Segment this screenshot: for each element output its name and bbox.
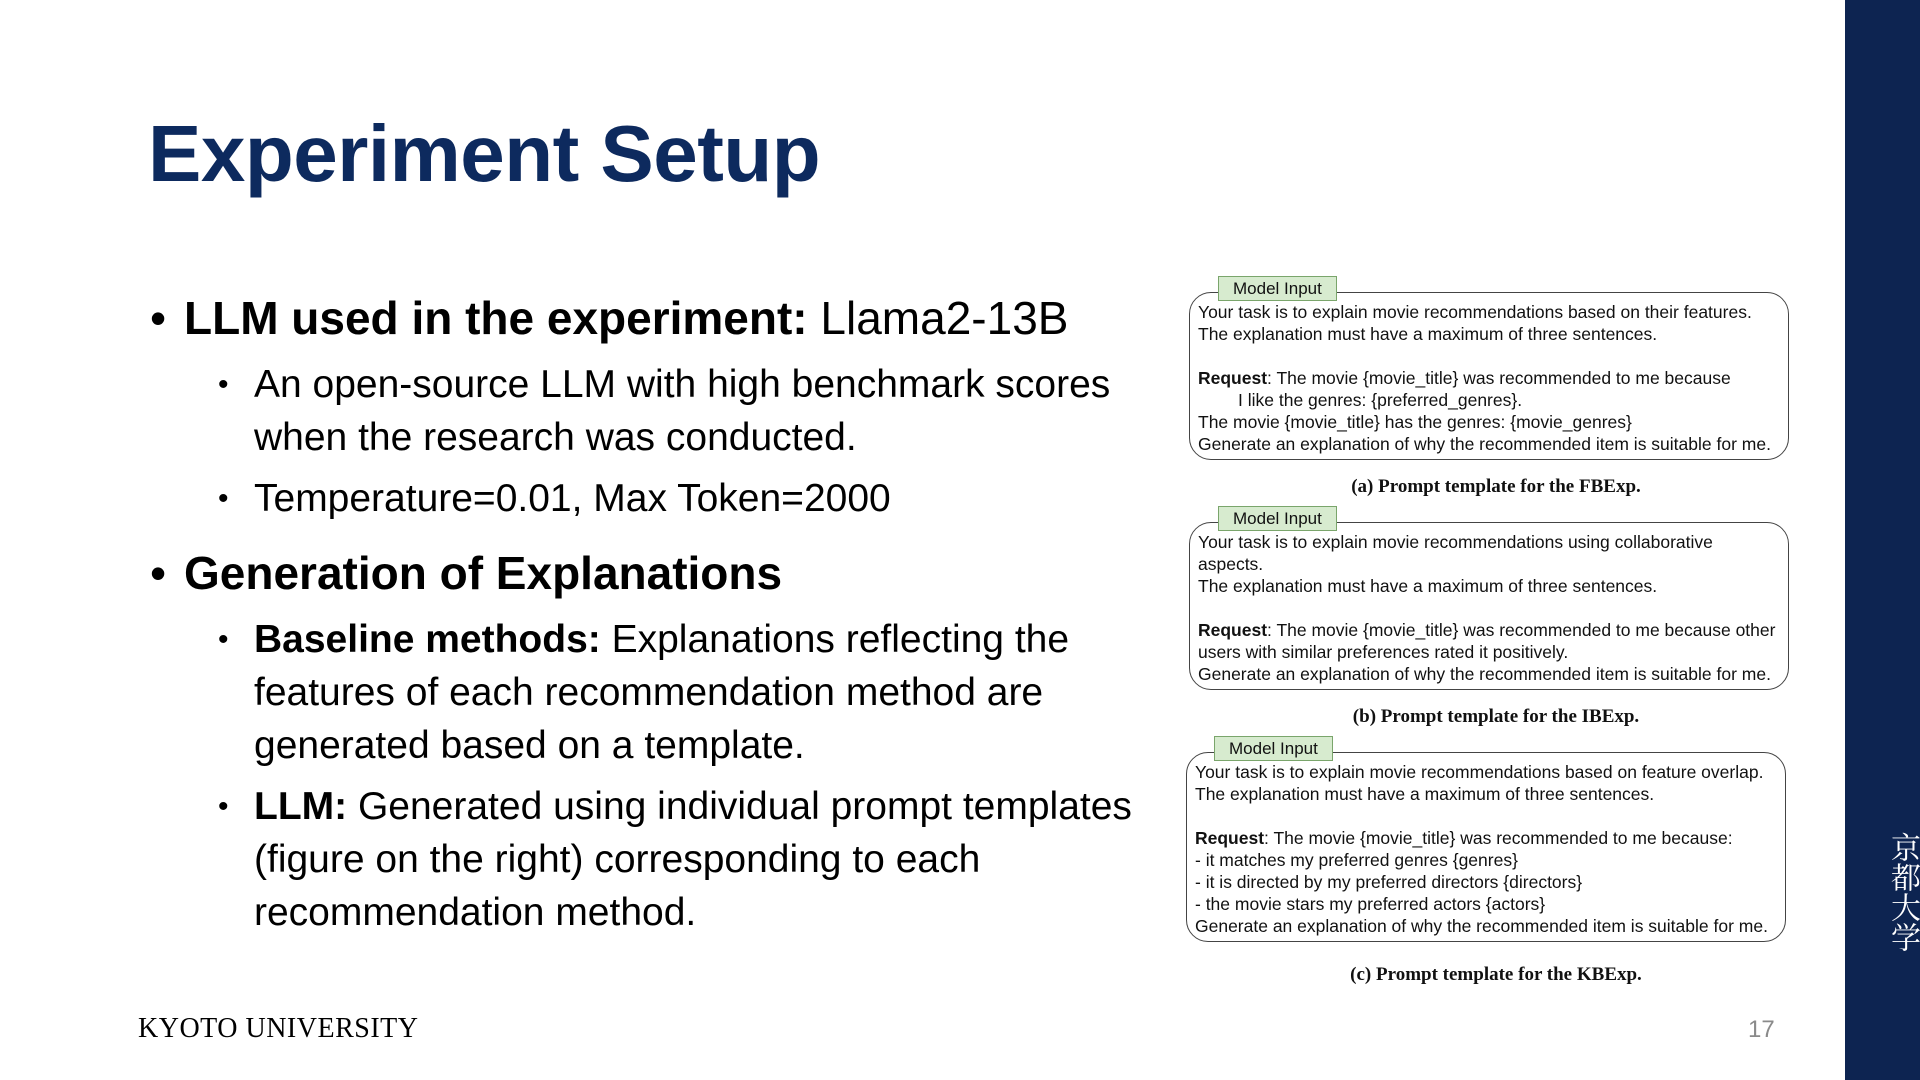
- slide-title: Experiment Setup: [148, 109, 821, 198]
- sub-bullet-line: generated based on a template.: [254, 724, 805, 767]
- prompt-line: - the movie stars my preferred actors {actors}: [1195, 894, 1546, 914]
- prompt-line: Your task is to explain movie recommendations using collaborative: [1198, 532, 1713, 552]
- prompt-line: [1195, 827, 1777, 849]
- prompt-line: The explanation must have a maximum of three sentences.: [1198, 324, 1658, 344]
- model-input-tag: Model Input: [1218, 276, 1337, 301]
- prompt-line: I like the genres: {preferred_genres}.: [1238, 390, 1523, 410]
- sub-bullet-line: (figure on the right) corresponding to each: [254, 838, 981, 881]
- brand-sidebar: [1845, 0, 1920, 1080]
- prompt-figure-a: [1186, 276, 1806, 506]
- sub-bullet-llm: [148, 780, 1168, 939]
- prompt-figure-b: [1186, 506, 1806, 736]
- sub-bullet-line: [254, 780, 1168, 833]
- sub-bullet-llm-label: LLM:: [254, 785, 348, 828]
- sub-bullet-line: features of each recommendation method are: [254, 671, 1044, 714]
- prompt-template-box: [1186, 752, 1786, 942]
- sidebar-kanji-logo: 京都大学: [1885, 832, 1920, 952]
- prompt-text: : The movie {movie_title} was recommended to me because: [1267, 368, 1731, 388]
- sub-bullet-text: Generated using individual prompt templates: [347, 785, 1132, 828]
- sub-bullet-line: [254, 613, 1168, 666]
- prompt-line: aspects.: [1198, 554, 1264, 574]
- bullet-generation-label: Generation of Explanations: [184, 547, 783, 599]
- request-label: Request: [1195, 828, 1265, 848]
- prompt-line: [1198, 619, 1780, 641]
- kyoto-university-logo: KYOTO UNIVERSITY: [138, 1013, 419, 1044]
- sub-bullet-text: Explanations reflecting the: [600, 618, 1070, 661]
- bullet-llm-value: Llama2-13B: [807, 292, 1069, 344]
- prompt-line: Your task is to explain movie recommendations based on feature overlap.: [1195, 762, 1764, 782]
- prompt-template-box: [1189, 522, 1789, 690]
- bullet-dot: •: [218, 623, 229, 656]
- prompt-line: The explanation must have a maximum of three sentences.: [1198, 576, 1658, 596]
- prompt-line: The movie {movie_title} has the genres: {movie_genres}: [1198, 412, 1632, 432]
- request-label: Request: [1198, 620, 1268, 640]
- prompt-figure-c: [1186, 736, 1806, 996]
- figure-caption: (c) Prompt template for the KBExp.: [1350, 964, 1642, 985]
- bullet-dot: •: [150, 547, 167, 599]
- sub-bullet-line: recommendation method.: [254, 891, 697, 934]
- prompt-template-box: [1189, 292, 1789, 460]
- prompt-line: Your task is to explain movie recommendations based on their features.: [1198, 302, 1752, 322]
- prompt-line: - it matches my preferred genres {genres}: [1195, 850, 1518, 870]
- bullet-dot: •: [150, 292, 167, 344]
- sub-bullet-baseline-label: Baseline methods:: [254, 618, 601, 661]
- prompt-line: Generate an explanation of why the recommended item is suitable for me.: [1198, 664, 1771, 684]
- sub-bullet-baseline: [148, 613, 1168, 772]
- sub-bullet-open-source: [148, 358, 1168, 464]
- prompt-line: users with similar preferences rated it positively.: [1198, 642, 1569, 662]
- model-input-tag: Model Input: [1214, 736, 1333, 761]
- sub-bullet-line: when the research was conducted.: [254, 416, 857, 459]
- prompt-line: [1198, 367, 1780, 389]
- prompt-text: : The movie {movie_title} was recommended to me because other: [1267, 620, 1776, 640]
- sub-bullet-temperature: [148, 472, 1168, 525]
- figure-caption: (b) Prompt template for the IBExp.: [1352, 706, 1640, 727]
- prompt-text: : The movie {movie_title} was recommended to me because:: [1264, 828, 1733, 848]
- bullet-list: [148, 290, 1168, 939]
- bullet-llm-label: LLM used in the experiment:: [184, 292, 808, 344]
- request-label: Request: [1198, 368, 1268, 388]
- prompt-line: - it is directed by my preferred directors {directors}: [1195, 872, 1583, 892]
- page-number: 17: [1748, 1016, 1775, 1043]
- bullet-generation: [148, 545, 1168, 601]
- figure-caption: (a) Prompt template for the FBExp.: [1351, 476, 1641, 497]
- sub-bullet-line: Temperature=0.01, Max Token=2000: [254, 477, 891, 520]
- bullet-llm-used: [148, 290, 1168, 346]
- sub-bullet-line: An open-source LLM with high benchmark scores: [254, 363, 1111, 406]
- model-input-tag: Model Input: [1218, 506, 1337, 531]
- prompt-line: The explanation must have a maximum of three sentences.: [1195, 784, 1655, 804]
- bullet-dot: •: [218, 790, 229, 823]
- bullet-dot: •: [218, 368, 229, 401]
- prompt-line: Generate an explanation of why the recommended item is suitable for me.: [1198, 434, 1771, 454]
- bullet-dot: •: [218, 482, 229, 515]
- prompt-line: Generate an explanation of why the recommended item is suitable for me.: [1195, 916, 1768, 936]
